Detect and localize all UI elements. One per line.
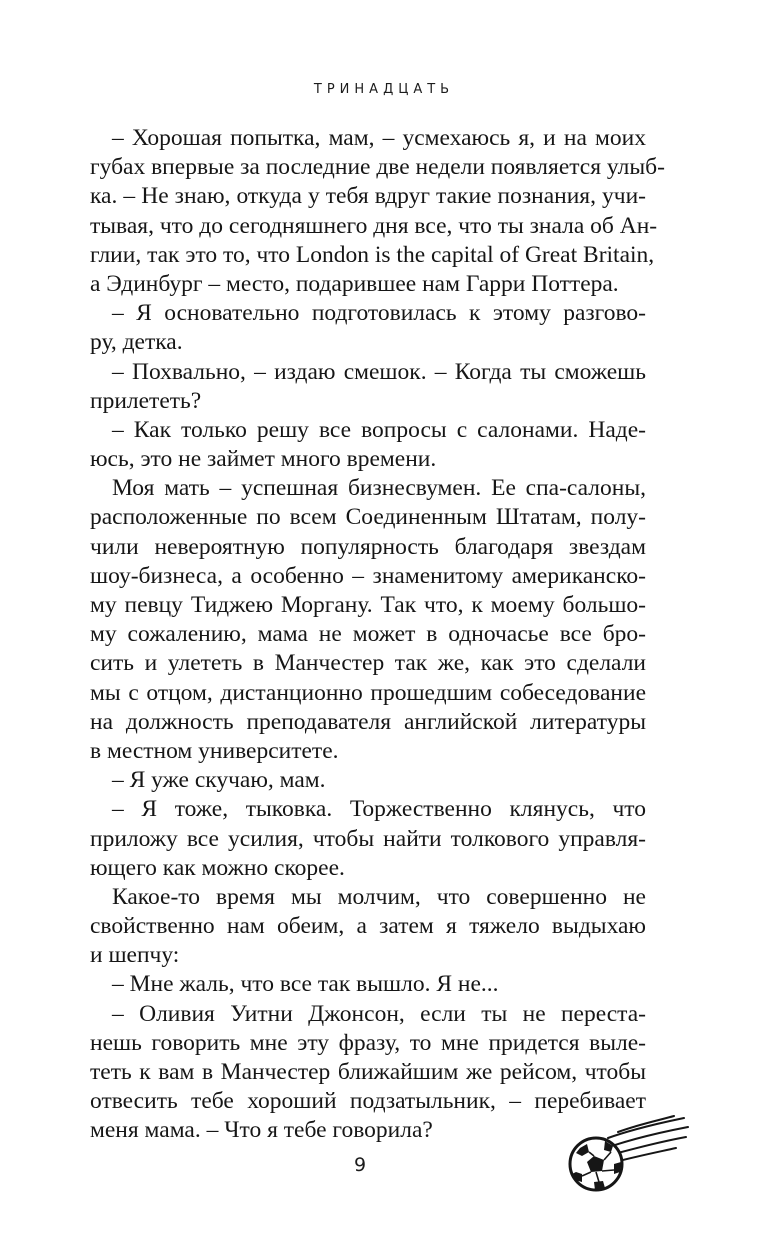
running-head: ТРИНАДЦАТЬ <box>313 82 455 97</box>
text-line: глии, так это то, что London is the capital of Great Britain, <box>90 241 655 268</box>
text-line: а Эдинбург – место, подарившее нам Гарри Поттера. <box>90 270 619 297</box>
text-line: шоу-бизнеса, а особенно – знаменитому американско- <box>90 562 646 589</box>
text-line: на должность преподавателя английской литературы <box>90 708 646 735</box>
page-number: 9 <box>353 1154 367 1176</box>
body-text <box>90 124 665 1146</box>
text-line: чили невероятную популярность благодаря звездам <box>90 533 646 560</box>
text-line: свойственно нам обеим, а затем я тяжело выдыхаю <box>90 913 646 940</box>
text-line: приложу все усилия, чтобы найти толкового управля- <box>90 825 646 852</box>
text-line: ка. – Не знаю, откуда у тебя вдруг такие познания, учи- <box>90 183 646 210</box>
paragraph <box>90 299 646 357</box>
paragraph <box>90 883 646 971</box>
text-line: губах впервые за последние две недели появляется улыб- <box>90 154 665 181</box>
text-line: мы с отцом, дистанционно прошедшим собеседование <box>90 679 646 706</box>
text-line: Какое-то время мы молчим, что совершенно не <box>112 883 646 910</box>
text-line: нешь говорить мне эту фразу, то мне придется выле- <box>90 1029 646 1056</box>
text-line: теть к вам в Манчестер ближайшим же рейсом, чтобы <box>90 1059 646 1085</box>
soccer-ball-icon <box>560 1094 700 1204</box>
text-line: – Я тоже, тыковка. Торжественно клянусь, что <box>112 796 646 823</box>
flying-ball-decoration <box>560 1094 700 1204</box>
text-line: прилететь? <box>90 387 202 414</box>
text-line: юсь, это не займет много времени. <box>90 446 437 473</box>
text-line: ющего как можно скорее. <box>90 854 345 881</box>
text-line: – Оливия Уитни Джонсон, если ты не переста- <box>112 1000 646 1027</box>
text-line: Моя мать – успешная бизнесвумен. Ее спа-салоны, <box>112 475 646 502</box>
text-line: и шепчу: <box>90 942 180 969</box>
text-line: тывая, что до сегодняшнего дня все, что ты знала об Ан- <box>90 212 658 239</box>
text-line: – Я основательно подготовилась к этому разгово- <box>112 300 646 327</box>
paragraph <box>90 795 646 883</box>
text-line: – Похвально, – издаю смешок. – Когда ты сможешь <box>112 358 646 385</box>
paragraph <box>90 416 646 474</box>
text-line: – Хорошая попытка, мам, – усмехаюсь я, и на моих <box>112 125 646 151</box>
text-line: – Мне жаль, что все так вышло. Я не... <box>112 971 499 998</box>
text-line: му певцу Тиджею Моргану. Так что, к моему большо- <box>90 592 646 618</box>
paragraph <box>90 474 646 766</box>
text-line: – Как только решу все вопросы с салонами. Наде- <box>112 416 646 443</box>
text-line: меня мама. – Что я тебе говорила? <box>90 1117 433 1144</box>
paragraph <box>90 124 665 299</box>
text-line: в местном университете. <box>90 737 339 764</box>
paragraph <box>90 358 646 416</box>
paragraph <box>90 766 646 795</box>
text-line: расположенные по всем Соединенным Штатам, полу- <box>90 504 646 531</box>
text-line: отвесить тебе хороший подзатыльник, – перебивает <box>90 1088 646 1115</box>
paragraph <box>90 970 646 999</box>
text-line: ру, детка. <box>90 329 183 356</box>
text-line: сить и улететь в Манчестер так же, как это сделали <box>90 650 646 677</box>
text-line: – Я уже скучаю, мам. <box>112 767 326 794</box>
text-line: му сожалению, мама не может в одночасье все бро- <box>90 621 646 648</box>
